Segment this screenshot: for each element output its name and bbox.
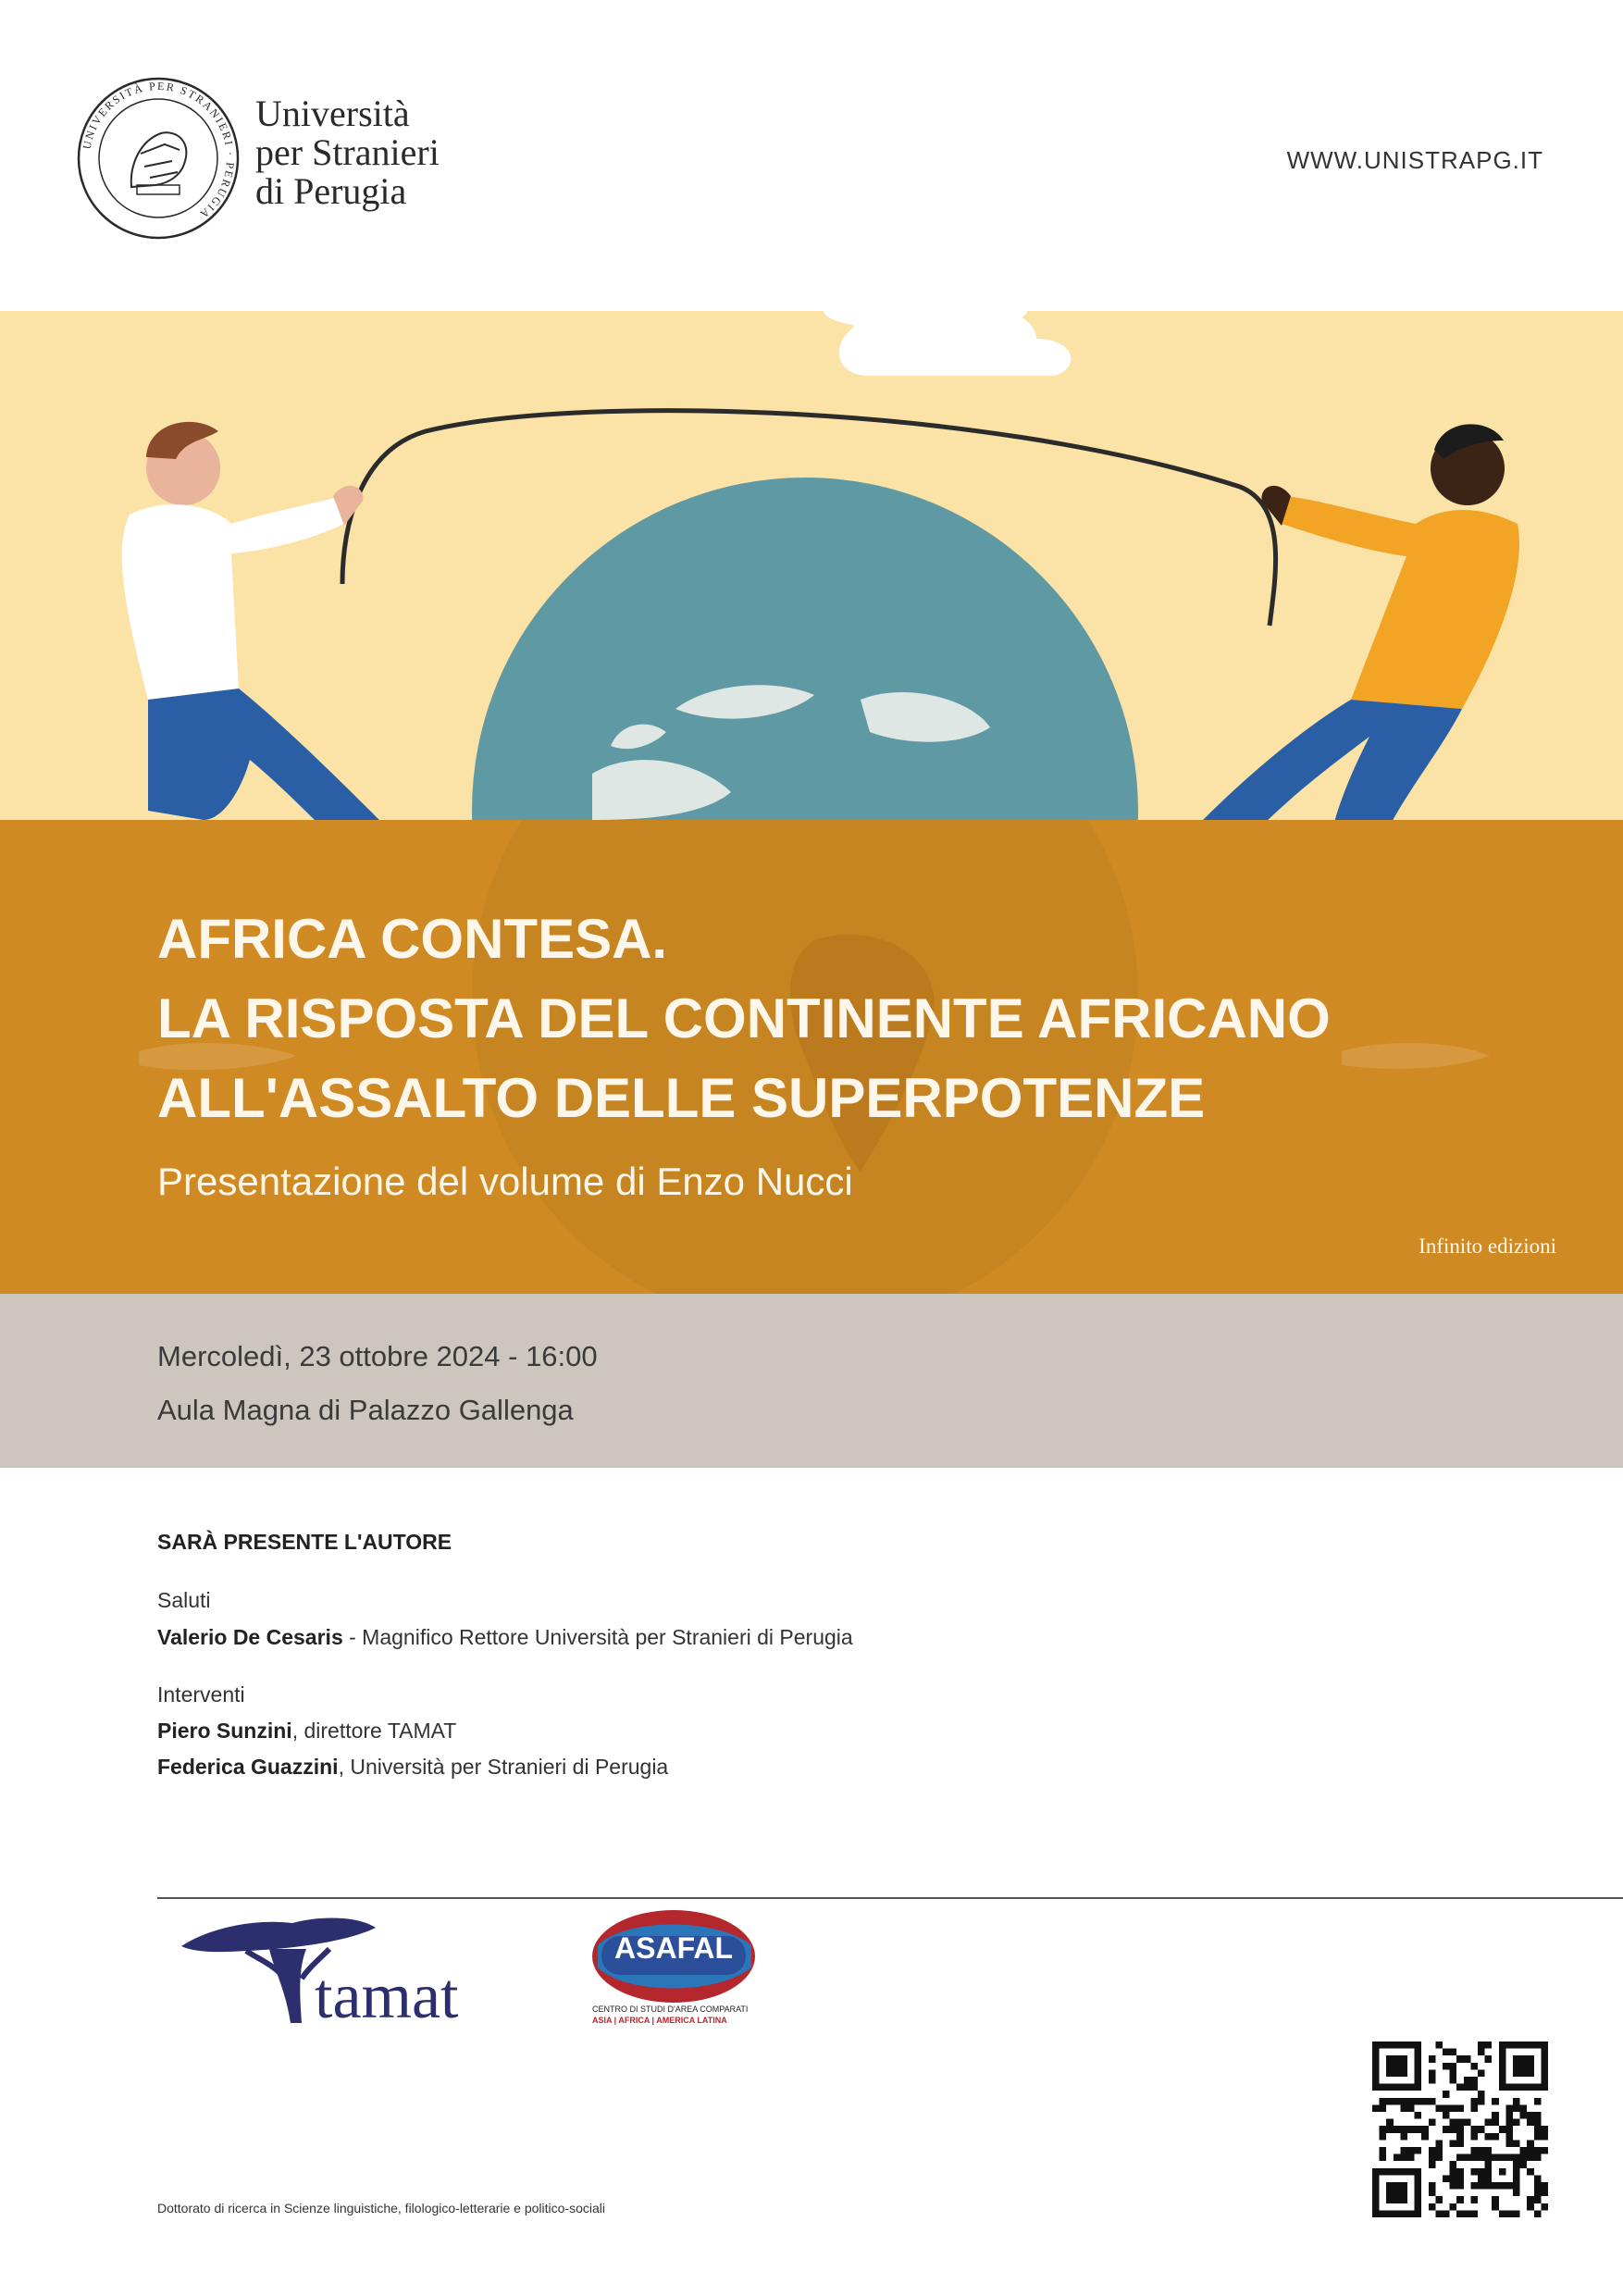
- saluti-heading: Saluti: [157, 1588, 211, 1612]
- asafal-wordmark: ASAFAL: [614, 1931, 733, 1965]
- event-title-line-1: AFRICA CONTESA.: [157, 908, 668, 970]
- asafal-regions: ASIA | AFRICA | AMERICA LATINA: [592, 2016, 727, 2025]
- speaker-name: Federica Guazzini: [157, 1755, 339, 1779]
- university-name-line-1: Università: [255, 93, 410, 134]
- website-link[interactable]: WWW.UNISTRAPG.IT: [1286, 146, 1543, 174]
- divider: [157, 1897, 1623, 1899]
- speaker-role: - Magnifico Rettore Università per Stranieri di Perugia: [342, 1625, 853, 1649]
- university-seal-logo: [76, 76, 241, 241]
- speaker-name: Valerio De Cesaris: [157, 1625, 343, 1649]
- publisher-label: Infinito edizioni: [1419, 1235, 1556, 1258]
- svg-text:UNIVERSITÀ PER STRANIERI · PER: UNIVERSITÀ PER STRANIERI · PERUGIA: [80, 79, 238, 222]
- event-title: [157, 900, 1331, 1138]
- tamat-wordmark: tamat: [315, 1961, 459, 2032]
- speaker-row: [157, 1719, 456, 1744]
- footer-note: Dottorato di ricerca in Scienze linguistiche, filologico-letterarie e politico-sociali: [157, 2201, 605, 2215]
- speaker-role: , direttore TAMAT: [291, 1719, 457, 1743]
- hero-illustration: [0, 311, 1623, 820]
- event-title-line-3: ALL'ASSALTO DELLE SUPERPOTENZE: [157, 1067, 1206, 1129]
- speaker-name: Piero Sunzini: [157, 1719, 292, 1743]
- date-band: [0, 1294, 1623, 1468]
- university-name-line-3: di Perugia: [255, 170, 407, 212]
- speaker-row: [157, 1755, 668, 1780]
- speaker-row: [157, 1625, 853, 1650]
- university-name: [255, 94, 440, 211]
- speaker-role: , Università per Stranieri di Perugia: [338, 1755, 669, 1779]
- asafal-subtitle: CENTRO DI STUDI D'AREA COMPARATI: [592, 2004, 749, 2014]
- event-subtitle: Presentazione del volume di Enzo Nucci: [157, 1160, 853, 1203]
- university-name-line-2: per Stranieri: [255, 131, 440, 173]
- author-present-note: SARÀ PRESENTE L'AUTORE: [157, 1530, 452, 1554]
- qr-code[interactable]: [1372, 2042, 1548, 2217]
- event-venue: Aula Magna di Palazzo Gallenga: [157, 1394, 574, 1426]
- event-title-line-2: LA RISPOSTA DEL CONTINENTE AFRICANO: [157, 987, 1331, 1049]
- interventi-heading: Interventi: [157, 1682, 245, 1706]
- event-date-time: Mercoledì, 23 ottobre 2024 - 16:00: [157, 1340, 598, 1372]
- tug-of-war-illustration: [0, 311, 1623, 820]
